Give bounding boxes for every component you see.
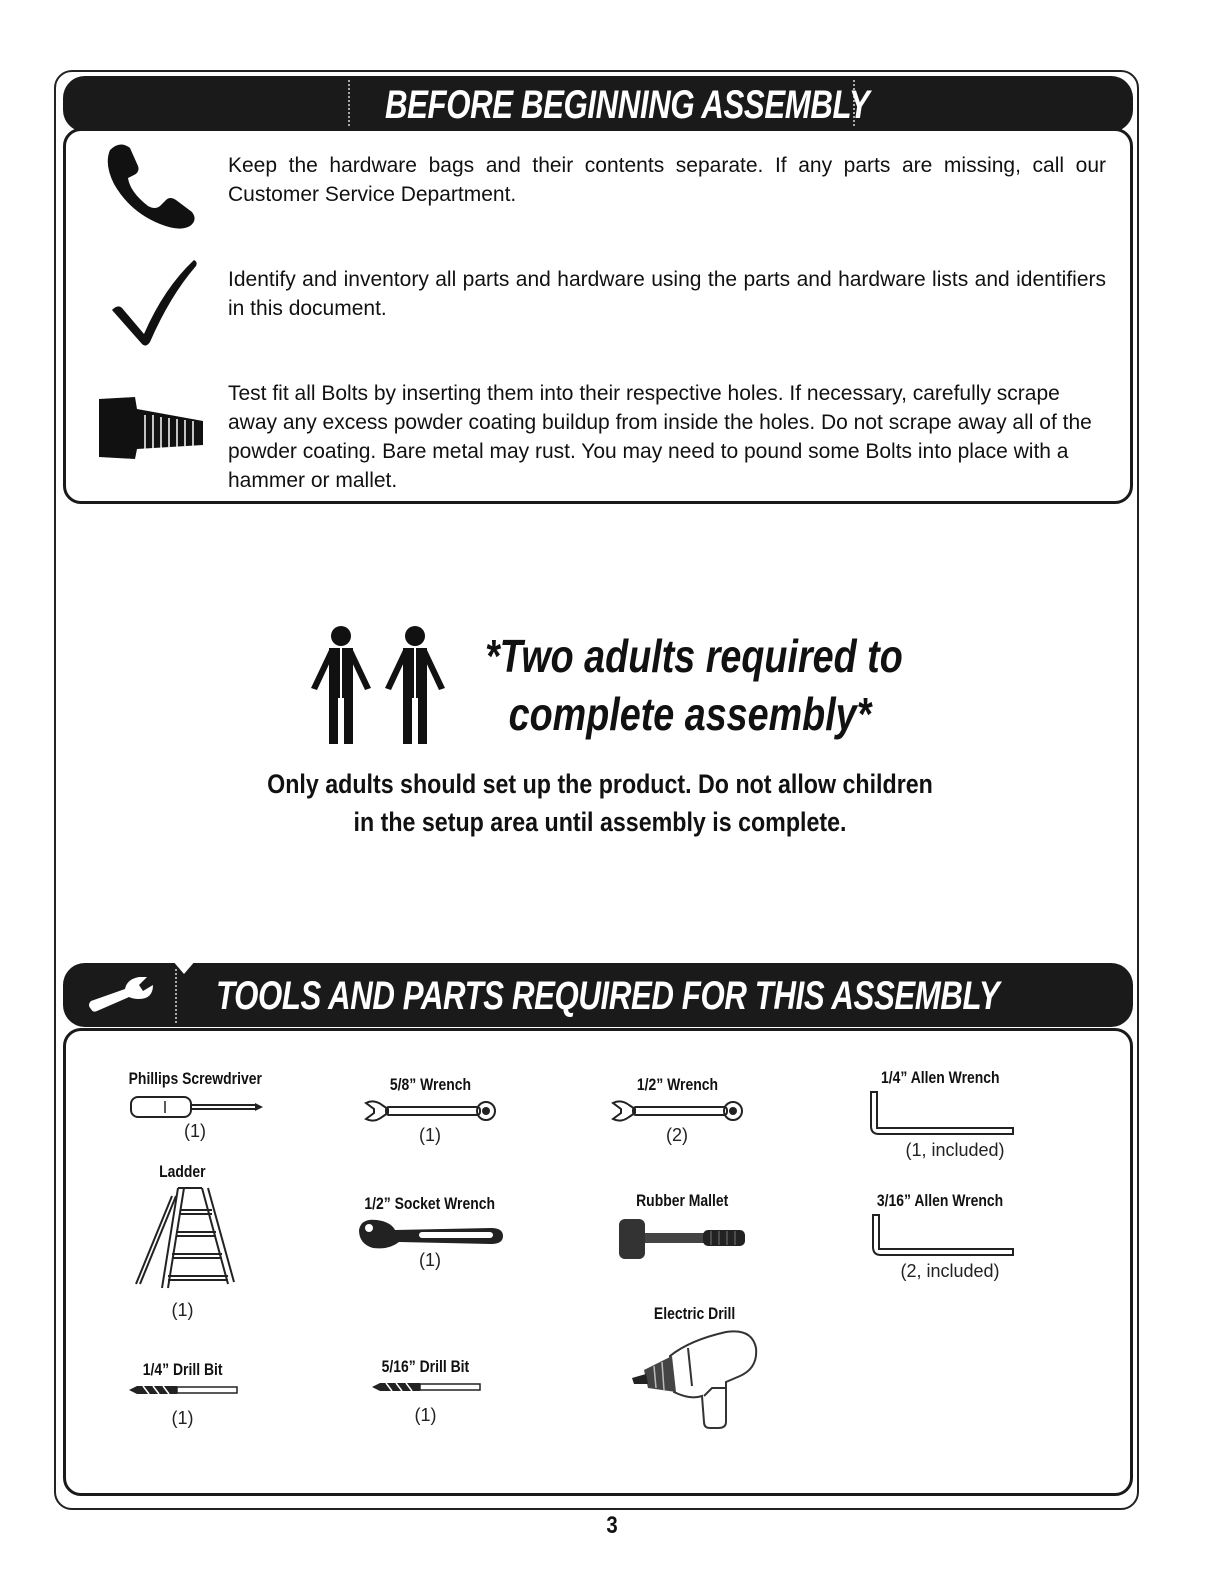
adults-note-line2: in the setup area until assembly is complete. bbox=[353, 807, 847, 837]
tool-name: Electric Drill bbox=[654, 1304, 736, 1323]
tools-title: TOOLS AND PARTS REQUIRED FOR THIS ASSEMBLY bbox=[216, 974, 1000, 1018]
adults-note-line1: Only adults should set up the product. Do not allow children bbox=[267, 769, 933, 799]
tool-electric-drill bbox=[620, 1304, 770, 1430]
tool-name: 1/4” Allen Wrench bbox=[880, 1068, 1000, 1087]
tool-name: 1/2” Socket Wrench bbox=[364, 1194, 496, 1213]
wrench-icon bbox=[360, 1097, 500, 1125]
drill-icon bbox=[630, 1326, 760, 1430]
adults-title-line2: complete assembly* bbox=[508, 688, 872, 740]
tool-1-2-wrench bbox=[597, 1075, 757, 1146]
tool-name: 5/8” Wrench bbox=[389, 1075, 471, 1094]
ladder-icon bbox=[128, 1184, 238, 1308]
adults-title-line1: *Two adults required to bbox=[485, 630, 903, 682]
tool-qty: (1) bbox=[171, 1300, 194, 1320]
tool-5-16-drill-bit bbox=[358, 1357, 493, 1426]
before-assembly-title: BEFORE BEGINNING ASSEMBLY bbox=[385, 83, 870, 127]
tool-1-2-socket-wrench bbox=[345, 1194, 515, 1271]
tool-name: Phillips Screwdriver bbox=[128, 1069, 262, 1088]
wrench-banner-icon bbox=[87, 975, 157, 1015]
tool-name: 5/16” Drill Bit bbox=[381, 1357, 470, 1376]
tool-qty: (2, included) bbox=[900, 1261, 1000, 1281]
mallet-icon bbox=[615, 1215, 750, 1265]
tool-name: 1/4” Drill Bit bbox=[142, 1360, 223, 1379]
tool-rubber-mallet bbox=[600, 1191, 765, 1265]
drill-bit-icon bbox=[127, 1382, 239, 1398]
tool-name: 1/2” Wrench bbox=[636, 1075, 718, 1094]
tool-qty: (1) bbox=[171, 1408, 194, 1428]
tool-5-8-wrench bbox=[350, 1075, 510, 1146]
tool-name: Ladder bbox=[159, 1162, 206, 1181]
banner-notch bbox=[172, 960, 196, 976]
page-number: 3 bbox=[606, 1512, 618, 1539]
drill-bit-icon bbox=[370, 1379, 482, 1395]
tool-ladder bbox=[110, 1162, 255, 1321]
before-item-1-text: Keep the hardware bags and their contents separate. If any parts are missing, call our Customer Service Department. bbox=[228, 154, 1106, 206]
tool-name: 3/16” Allen Wrench bbox=[876, 1191, 1004, 1210]
tool-1-4-allen-wrench bbox=[855, 1068, 1025, 1161]
screwdriver-icon bbox=[125, 1091, 265, 1121]
tool-3-16-allen-wrench bbox=[855, 1191, 1025, 1282]
tool-qty: (1) bbox=[419, 1250, 441, 1270]
tools-banner bbox=[63, 963, 1133, 1027]
two-adults-icon bbox=[305, 626, 453, 744]
socket-wrench-icon bbox=[355, 1216, 505, 1250]
tool-qty: (1) bbox=[414, 1405, 437, 1425]
tool-name: Rubber Mallet bbox=[636, 1191, 729, 1210]
before-item-3-text: Test fit all Bolts by inserting them into their respective holes. If necessary, carefully scrape away any excess powder coating buildup from inside the holes. Do not scrape away all of the powder coating. Bare metal may rust. You may need to pound some Bolts into place with a hammer or mallet. bbox=[228, 382, 1092, 492]
before-item-2-text: Identify and inventory all parts and hardware using the parts and hardware lists and identifiers in this document. bbox=[228, 268, 1106, 320]
tool-qty: (2) bbox=[666, 1125, 688, 1145]
tool-qty: (1) bbox=[419, 1125, 441, 1145]
checkmark-icon bbox=[108, 258, 200, 348]
tool-qty: (1) bbox=[184, 1121, 206, 1141]
bolt-icon bbox=[95, 395, 207, 461]
tool-qty: (1, included) bbox=[905, 1140, 1005, 1160]
phone-icon bbox=[100, 140, 200, 230]
before-assembly-banner bbox=[63, 76, 1133, 132]
allen-wrench-icon bbox=[865, 1090, 1015, 1140]
tool-phillips-screwdriver bbox=[110, 1069, 280, 1142]
allen-wrench-icon bbox=[865, 1213, 1015, 1261]
tool-1-4-drill-bit bbox=[115, 1360, 250, 1429]
wrench-icon bbox=[607, 1097, 747, 1125]
